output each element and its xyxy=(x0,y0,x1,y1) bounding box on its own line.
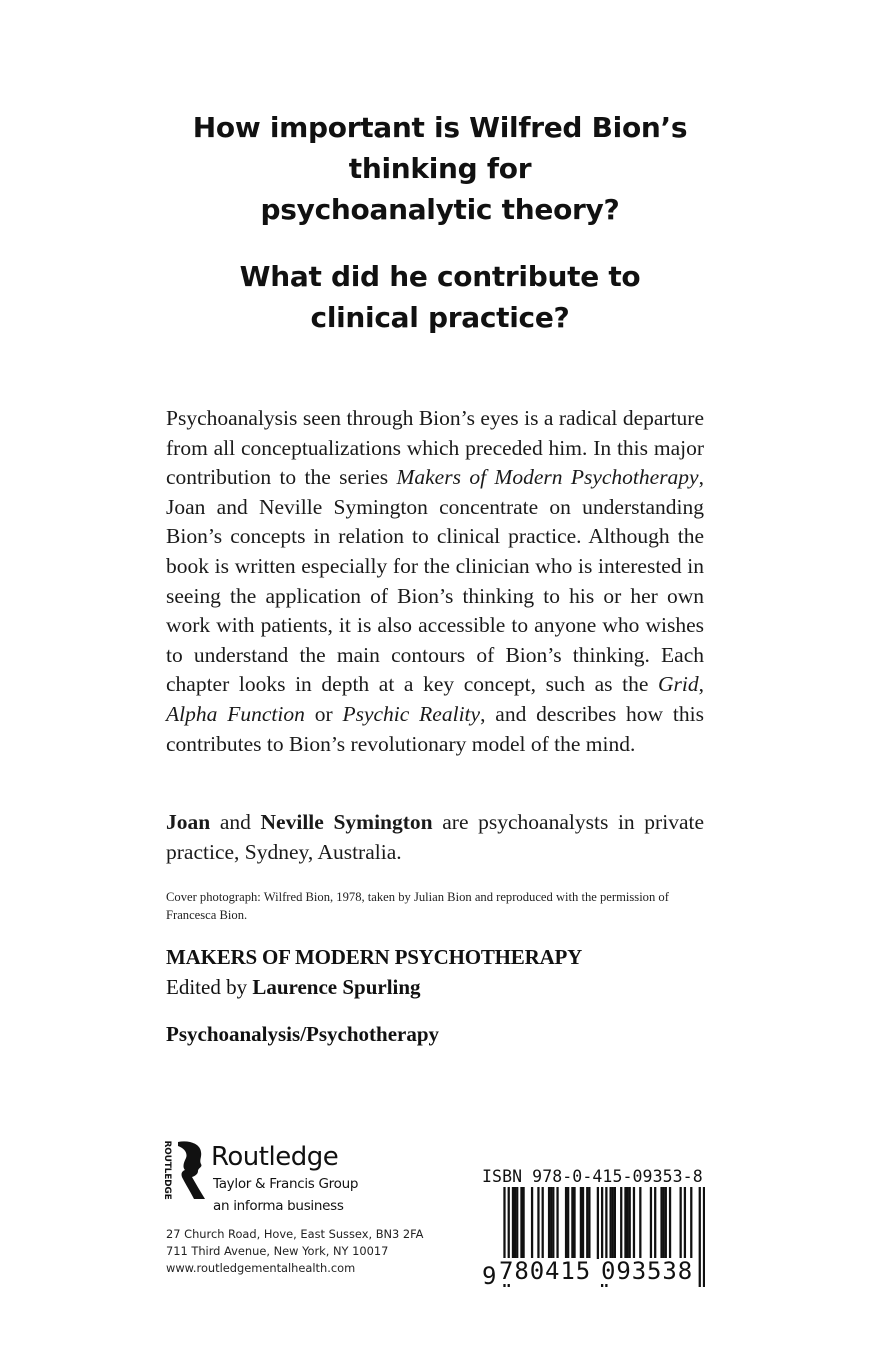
barcode-bar xyxy=(556,1187,558,1259)
barcode-bar xyxy=(586,1187,588,1259)
barcode-bar xyxy=(516,1187,518,1259)
blurb-text: , and describes how this contributes to Bion’s revolutionary model of the mind. xyxy=(166,701,704,756)
barcode-bar xyxy=(580,1187,582,1259)
barcode-bar xyxy=(548,1187,550,1259)
publisher-website-link[interactable]: www.routledgementalhealth.com xyxy=(166,1261,356,1275)
headline-line: What did he contribute to xyxy=(239,260,641,293)
barcode-bar xyxy=(614,1187,616,1259)
barcode-bar xyxy=(609,1187,611,1259)
barcode-bar xyxy=(588,1187,590,1259)
series-info xyxy=(166,942,582,1002)
barcode-bar xyxy=(573,1187,575,1259)
barcode-left-digits: 780415 xyxy=(499,1257,592,1285)
barcode-bar xyxy=(537,1187,539,1259)
publisher-group: Taylor & Francis Group xyxy=(213,1176,359,1192)
barcode-bar xyxy=(542,1187,544,1259)
blurb-paragraph xyxy=(166,404,704,759)
address-line: 711 Third Avenue, New York, NY 10017 xyxy=(166,1244,389,1258)
barcode-bar xyxy=(633,1187,635,1259)
series-title: MAKERS OF MODERN PSYCHOTHERAPY xyxy=(166,945,583,969)
barcode-bar xyxy=(612,1187,614,1259)
blurb-text: , Joan and Neville Symington concentrate on understanding Bion’s concepts in relation to clinical practice. Although the book is written especially for the clinician who is interested in seeing the application of Bion’s thinking to his or her own work with patients, it is also accessible to anyone who wishes to understand the main contours of Bion’s thinking. Each chapter looks in depth at a key concept, such as the xyxy=(166,465,704,697)
barcode-bar xyxy=(626,1187,628,1259)
barcode-guard-bar xyxy=(699,1187,701,1287)
barcode-bar xyxy=(522,1187,524,1259)
series-editor: Laurence Spurling xyxy=(252,975,421,999)
barcode-bar xyxy=(665,1187,667,1259)
barcode-bar xyxy=(565,1187,567,1259)
publisher-name: Routledge xyxy=(211,1142,339,1172)
barcode-bar xyxy=(684,1187,686,1259)
headline-line: psychoanalytic theory? xyxy=(260,193,620,226)
barcode-bar xyxy=(552,1187,554,1259)
concept-alpha-function: Alpha Function xyxy=(166,701,305,726)
isbn-label: ISBN 978-0-415-09353-8 xyxy=(482,1167,703,1186)
barcode-bar xyxy=(582,1187,584,1259)
publisher-address xyxy=(166,1226,423,1277)
barcode-bar xyxy=(567,1187,569,1259)
author-bio-text: are psychoanalysts in private practice, Sydney, Australia. xyxy=(166,810,704,864)
barcode-bar xyxy=(663,1187,665,1259)
separator: or xyxy=(304,701,343,726)
concept-psychic-reality: Psychic Reality xyxy=(342,701,481,726)
separator: , xyxy=(698,672,704,697)
barcode-bar xyxy=(690,1187,692,1259)
profile-r-icon xyxy=(174,1140,208,1200)
barcode-bar xyxy=(669,1187,671,1259)
blurb-text: Psychoanalysis seen through Bion’s eyes is a radical departure from all conceptualizations which preceded him. In this major contribution to the series xyxy=(166,406,704,490)
concept-grid: Grid xyxy=(658,672,699,697)
barcode-guard-bar xyxy=(703,1187,705,1287)
address-line: 27 Church Road, Hove, East Sussex, BN3 2FA xyxy=(166,1227,424,1241)
headline-question-2 xyxy=(0,256,880,338)
barcode-bar xyxy=(550,1187,552,1259)
barcode-bar xyxy=(650,1187,652,1259)
logo-vertical-text xyxy=(160,1140,174,1200)
author-name: Joan xyxy=(166,810,211,834)
barcode-lead-digit: 9 xyxy=(482,1262,497,1290)
author-name: Neville Symington xyxy=(260,810,433,834)
headline-line: clinical practice? xyxy=(310,301,570,334)
publisher-tagline: an informa business xyxy=(213,1198,344,1214)
edited-by-label: Edited by xyxy=(166,975,253,999)
barcode-bar xyxy=(597,1187,599,1259)
barcode-bar xyxy=(571,1187,573,1259)
barcode-bar xyxy=(624,1187,626,1259)
barcode-right-digits: 093538 xyxy=(601,1257,694,1285)
subject-category: Psychoanalysis/Psychotherapy xyxy=(166,1022,440,1046)
barcode-bar xyxy=(512,1187,514,1259)
author-joiner: and xyxy=(210,810,261,834)
barcode-bar xyxy=(620,1187,622,1259)
barcode-bar xyxy=(514,1187,516,1259)
barcode-bar xyxy=(639,1187,641,1259)
barcode-bar xyxy=(660,1187,662,1259)
barcode-bar xyxy=(629,1187,631,1259)
barcode-bar xyxy=(520,1187,522,1259)
routledge-logo-icon xyxy=(160,1140,208,1200)
headline-line: How important is Wilfred Bion’s xyxy=(192,111,688,144)
barcode-bar xyxy=(531,1187,533,1259)
headline-line: thinking for xyxy=(348,152,532,185)
series-name-italic: Makers of Modern Psychotherapy xyxy=(396,465,699,490)
barcode-bar xyxy=(654,1187,656,1259)
cover-photo-credit: Cover photograph: Wilfred Bion, 1978, taken by Julian Bion and reproduced with the permission of Francesca Bion. xyxy=(166,890,669,922)
barcode-bar xyxy=(680,1187,682,1259)
logo-vertical-label: ROUTLEDGE xyxy=(162,1140,172,1200)
headline-question-1 xyxy=(0,107,880,230)
author-bio xyxy=(166,808,704,867)
